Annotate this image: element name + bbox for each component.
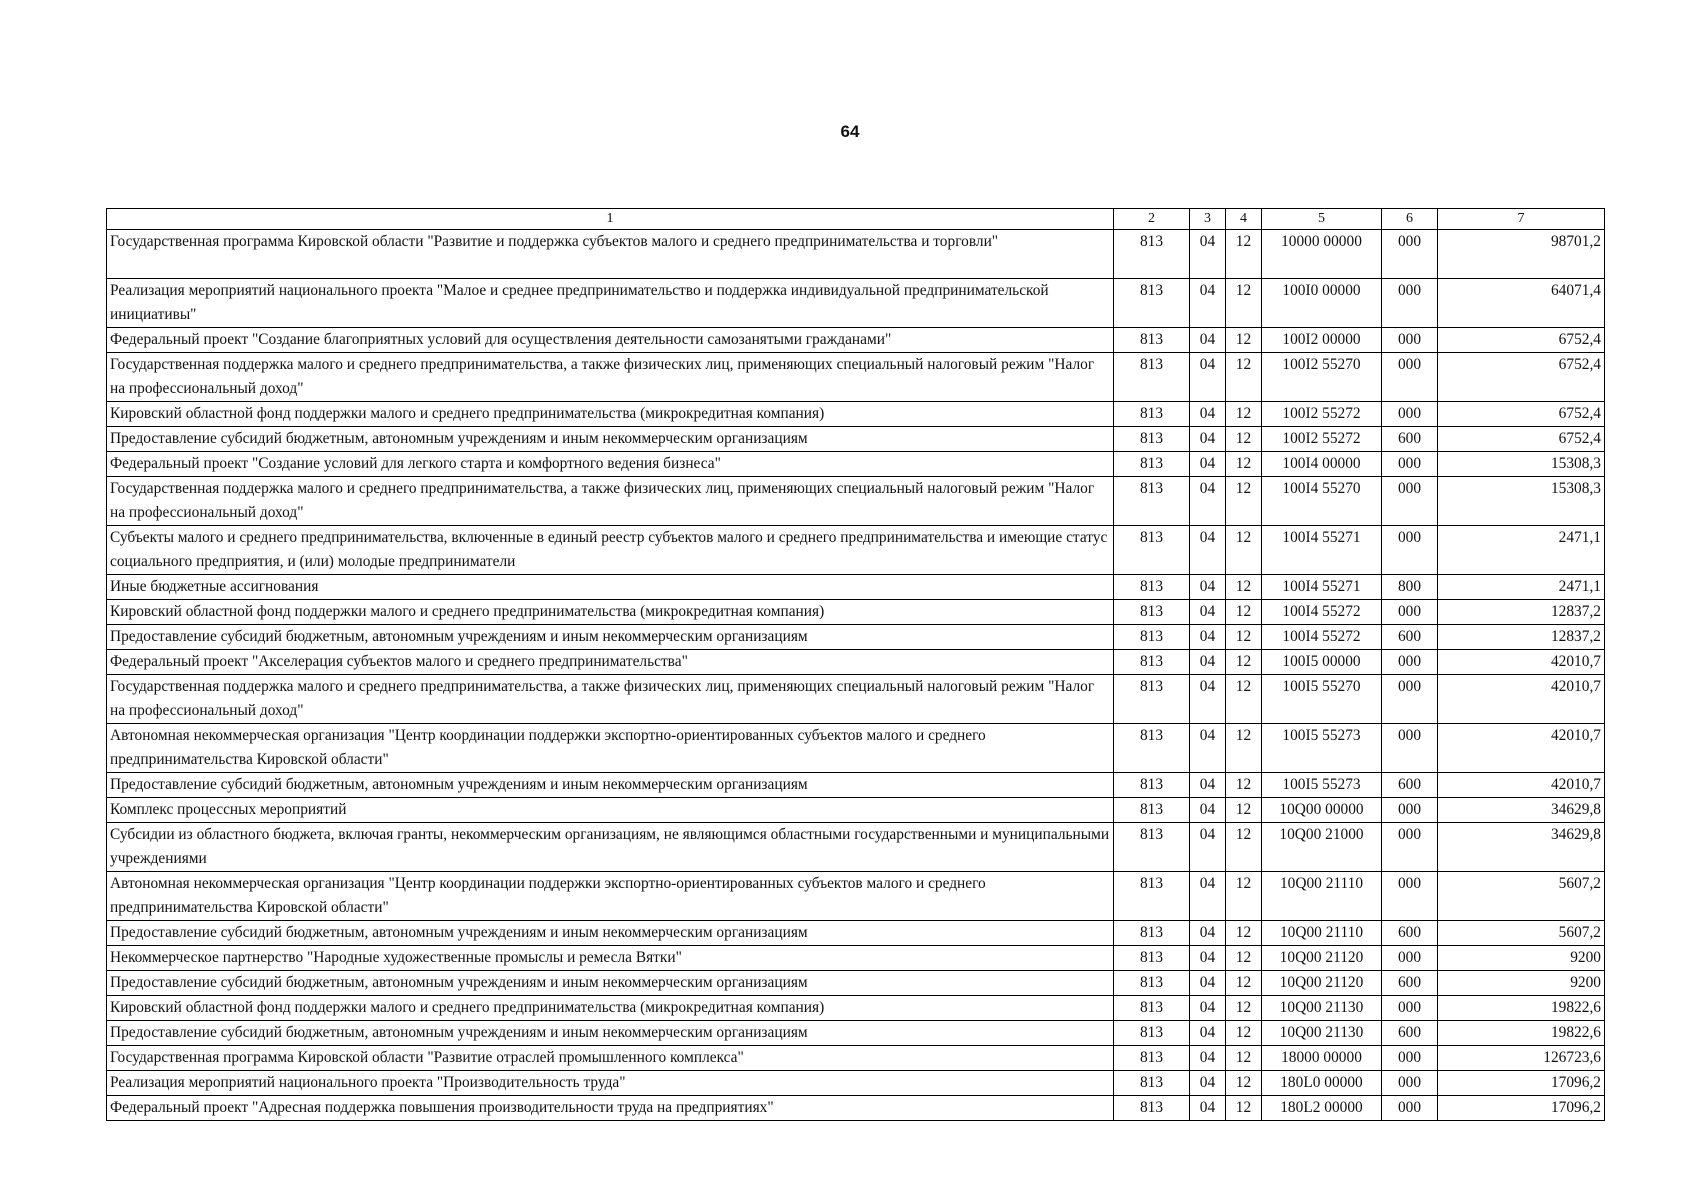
table-body [107,230,1605,1121]
table-row [107,996,1605,1021]
row-column-2-cell: 813 [1114,230,1190,279]
table-row [107,773,1605,798]
row-name-cell: Предоставление субсидий бюджетным, автономным учреждениям и иным некоммерческим организациям [107,427,1114,452]
row-column-4-cell: 12 [1226,823,1262,872]
table-row [107,427,1605,452]
row-column-2-cell: 813 [1114,773,1190,798]
row-column-6-cell: 000 [1382,279,1438,328]
row-column-2-cell: 813 [1114,575,1190,600]
row-column-5-cell: 100I2 55272 [1262,402,1382,427]
table-row [107,675,1605,724]
row-column-4-cell: 12 [1226,724,1262,773]
table-row [107,600,1605,625]
row-column-5-cell: 100I4 00000 [1262,452,1382,477]
table-row [107,946,1605,971]
row-name-cell: Государственная поддержка малого и среднего предпринимательства, а также физических лиц, применяющих специальный налоговый режим "Налог на профессиональный доход" [107,675,1114,724]
column-header-7: 7 [1438,209,1605,230]
column-header-3: 3 [1190,209,1226,230]
row-column-2-cell: 813 [1114,600,1190,625]
row-amount-cell: 6752,4 [1438,427,1605,452]
row-column-4-cell: 12 [1226,675,1262,724]
row-amount-cell: 2471,1 [1438,526,1605,575]
row-column-6-cell: 000 [1382,675,1438,724]
row-column-6-cell: 000 [1382,402,1438,427]
row-name-cell: Предоставление субсидий бюджетным, автономным учреждениям и иным некоммерческим организациям [107,625,1114,650]
row-column-5-cell: 100I2 55272 [1262,427,1382,452]
row-column-6-cell: 000 [1382,872,1438,921]
row-amount-cell: 34629,8 [1438,823,1605,872]
row-column-4-cell: 12 [1226,625,1262,650]
row-amount-cell: 6752,4 [1438,402,1605,427]
row-column-3-cell: 04 [1190,279,1226,328]
row-column-2-cell: 813 [1114,675,1190,724]
row-column-6-cell: 000 [1382,946,1438,971]
row-column-3-cell: 04 [1190,575,1226,600]
row-column-6-cell: 000 [1382,1046,1438,1071]
row-column-2-cell: 813 [1114,526,1190,575]
column-header-4: 4 [1226,209,1262,230]
row-column-5-cell: 100I5 00000 [1262,650,1382,675]
row-column-5-cell: 10Q00 21120 [1262,946,1382,971]
row-column-4-cell: 12 [1226,600,1262,625]
row-column-2-cell: 813 [1114,823,1190,872]
row-column-5-cell: 100I4 55272 [1262,600,1382,625]
table-row [107,526,1605,575]
row-column-2-cell: 813 [1114,1071,1190,1096]
row-column-4-cell: 12 [1226,798,1262,823]
table-row [107,230,1605,279]
row-column-2-cell: 813 [1114,724,1190,773]
row-column-2-cell: 813 [1114,353,1190,402]
row-column-6-cell: 600 [1382,971,1438,996]
row-column-4-cell: 12 [1226,971,1262,996]
row-name-cell: Комплекс процессных мероприятий [107,798,1114,823]
row-amount-cell: 15308,3 [1438,452,1605,477]
column-header-1: 1 [107,209,1114,230]
budget-table [106,208,1605,1121]
row-name-cell: Кировский областной фонд поддержки малого и среднего предпринимательства (микрокредитная компания) [107,996,1114,1021]
row-name-cell: Федеральный проект "Адресная поддержка повышения производительности труда на предприятиях" [107,1096,1114,1121]
row-column-3-cell: 04 [1190,526,1226,575]
row-column-3-cell: 04 [1190,872,1226,921]
table-row [107,823,1605,872]
row-column-5-cell: 10Q00 21110 [1262,921,1382,946]
row-name-cell: Предоставление субсидий бюджетным, автономным учреждениям и иным некоммерческим организациям [107,921,1114,946]
row-name-cell: Субъекты малого и среднего предпринимательства, включенные в единый реестр субъектов малого и среднего предпринимательства и имеющие статус социального предприятия, и (или) молодые предприниматели [107,526,1114,575]
row-name-cell: Государственная поддержка малого и среднего предпринимательства, а также физических лиц, применяющих специальный налоговый режим "Налог на профессиональный доход" [107,477,1114,526]
row-name-cell: Реализация мероприятий национального проекта "Производительность труда" [107,1071,1114,1096]
row-amount-cell: 9200 [1438,946,1605,971]
row-column-6-cell: 000 [1382,650,1438,675]
row-column-6-cell: 000 [1382,353,1438,402]
row-column-3-cell: 04 [1190,230,1226,279]
row-amount-cell: 12837,2 [1438,600,1605,625]
row-column-2-cell: 813 [1114,1046,1190,1071]
row-column-4-cell: 12 [1226,921,1262,946]
row-column-5-cell: 10Q00 21000 [1262,823,1382,872]
row-column-2-cell: 813 [1114,946,1190,971]
row-column-3-cell: 04 [1190,996,1226,1021]
row-name-cell: Кировский областной фонд поддержки малого и среднего предпринимательства (микрокредитная компания) [107,600,1114,625]
row-column-4-cell: 12 [1226,353,1262,402]
row-column-5-cell: 100I4 55271 [1262,575,1382,600]
row-column-3-cell: 04 [1190,1046,1226,1071]
row-column-3-cell: 04 [1190,773,1226,798]
row-column-3-cell: 04 [1190,1096,1226,1121]
row-amount-cell: 6752,4 [1438,328,1605,353]
row-column-4-cell: 12 [1226,575,1262,600]
row-column-2-cell: 813 [1114,971,1190,996]
row-column-3-cell: 04 [1190,625,1226,650]
row-column-6-cell: 000 [1382,230,1438,279]
row-column-2-cell: 813 [1114,872,1190,921]
row-column-2-cell: 813 [1114,328,1190,353]
row-column-6-cell: 000 [1382,798,1438,823]
row-name-cell: Предоставление субсидий бюджетным, автономным учреждениям и иным некоммерческим организациям [107,773,1114,798]
row-column-6-cell: 000 [1382,1096,1438,1121]
row-column-5-cell: 100I2 00000 [1262,328,1382,353]
table-row [107,452,1605,477]
table-row [107,971,1605,996]
row-column-3-cell: 04 [1190,724,1226,773]
row-column-4-cell: 12 [1226,402,1262,427]
page-number: 64 [840,122,860,141]
row-column-3-cell: 04 [1190,477,1226,526]
row-column-2-cell: 813 [1114,402,1190,427]
row-amount-cell: 19822,6 [1438,996,1605,1021]
row-column-5-cell: 100I2 55270 [1262,353,1382,402]
row-amount-cell: 6752,4 [1438,353,1605,402]
row-name-cell: Реализация мероприятий национального проекта "Малое и среднее предпринимательство и поддержка индивидуальной предпринимательской инициативы" [107,279,1114,328]
row-column-5-cell: 100I5 55270 [1262,675,1382,724]
table-row [107,402,1605,427]
row-column-3-cell: 04 [1190,600,1226,625]
table-row [107,650,1605,675]
row-column-4-cell: 12 [1226,650,1262,675]
row-column-3-cell: 04 [1190,452,1226,477]
row-column-3-cell: 04 [1190,1021,1226,1046]
row-column-3-cell: 04 [1190,402,1226,427]
row-column-4-cell: 12 [1226,1071,1262,1096]
row-column-6-cell: 000 [1382,526,1438,575]
row-name-cell: Государственная программа Кировской области "Развитие отраслей промышленного комплекса" [107,1046,1114,1071]
row-column-6-cell: 600 [1382,921,1438,946]
row-column-5-cell: 10Q00 21110 [1262,872,1382,921]
table-row [107,872,1605,921]
row-name-cell: Федеральный проект "Создание условий для легкого старта и комфортного ведения бизнеса" [107,452,1114,477]
row-column-4-cell: 12 [1226,328,1262,353]
row-column-6-cell: 600 [1382,427,1438,452]
row-name-cell: Федеральный проект "Создание благоприятных условий для осуществления деятельности самозанятыми гражданами" [107,328,1114,353]
row-column-3-cell: 04 [1190,823,1226,872]
row-column-4-cell: 12 [1226,1046,1262,1071]
row-column-3-cell: 04 [1190,921,1226,946]
row-column-6-cell: 000 [1382,1071,1438,1096]
row-column-5-cell: 10Q00 21130 [1262,996,1382,1021]
row-column-3-cell: 04 [1190,650,1226,675]
row-column-3-cell: 04 [1190,353,1226,402]
row-amount-cell: 98701,2 [1438,230,1605,279]
table-row [107,575,1605,600]
row-name-cell: Субсидии из областного бюджета, включая гранты, некоммерческим организациям, не являющимся областными государственными и муниципальными учреждениями [107,823,1114,872]
row-column-5-cell: 10Q00 21130 [1262,1021,1382,1046]
row-amount-cell: 15308,3 [1438,477,1605,526]
row-amount-cell: 17096,2 [1438,1096,1605,1121]
table-row [107,1021,1605,1046]
row-column-6-cell: 000 [1382,600,1438,625]
row-column-5-cell: 100I0 00000 [1262,279,1382,328]
row-amount-cell: 42010,7 [1438,773,1605,798]
table-row [107,1096,1605,1121]
row-amount-cell: 2471,1 [1438,575,1605,600]
row-column-2-cell: 813 [1114,1021,1190,1046]
row-amount-cell: 19822,6 [1438,1021,1605,1046]
row-column-4-cell: 12 [1226,230,1262,279]
row-column-5-cell: 100I4 55272 [1262,625,1382,650]
table-row [107,1071,1605,1096]
row-amount-cell: 42010,7 [1438,650,1605,675]
row-column-2-cell: 813 [1114,625,1190,650]
table-row [107,798,1605,823]
table-header [107,209,1605,230]
row-column-4-cell: 12 [1226,872,1262,921]
row-column-5-cell: 10Q00 00000 [1262,798,1382,823]
row-column-6-cell: 600 [1382,1021,1438,1046]
table-row [107,921,1605,946]
row-column-2-cell: 813 [1114,921,1190,946]
row-column-5-cell: 100I4 55270 [1262,477,1382,526]
row-column-2-cell: 813 [1114,427,1190,452]
row-column-6-cell: 000 [1382,477,1438,526]
row-column-6-cell: 600 [1382,625,1438,650]
table-row [107,328,1605,353]
row-name-cell: Иные бюджетные ассигнования [107,575,1114,600]
row-column-4-cell: 12 [1226,452,1262,477]
column-header-2: 2 [1114,209,1190,230]
row-name-cell: Некоммерческое партнерство "Народные художественные промыслы и ремесла Вятки" [107,946,1114,971]
row-amount-cell: 42010,7 [1438,724,1605,773]
row-column-4-cell: 12 [1226,427,1262,452]
row-column-3-cell: 04 [1190,946,1226,971]
column-header-5: 5 [1262,209,1382,230]
row-column-4-cell: 12 [1226,1096,1262,1121]
row-column-4-cell: 12 [1226,526,1262,575]
table-row [107,1046,1605,1071]
row-column-5-cell: 100I4 55271 [1262,526,1382,575]
row-name-cell: Автономная некоммерческая организация "Центр координации поддержки экспортно-ориентированных субъектов малого и среднего предпринимательства Кировской области" [107,872,1114,921]
row-column-3-cell: 04 [1190,675,1226,724]
row-column-6-cell: 000 [1382,452,1438,477]
row-amount-cell: 9200 [1438,971,1605,996]
row-column-5-cell: 180L2 00000 [1262,1096,1382,1121]
row-column-4-cell: 12 [1226,996,1262,1021]
row-column-5-cell: 10Q00 21120 [1262,971,1382,996]
row-amount-cell: 126723,6 [1438,1046,1605,1071]
column-header-6: 6 [1382,209,1438,230]
row-name-cell: Предоставление субсидий бюджетным, автономным учреждениям и иным некоммерческим организациям [107,1021,1114,1046]
row-amount-cell: 5607,2 [1438,921,1605,946]
row-column-2-cell: 813 [1114,996,1190,1021]
row-amount-cell: 34629,8 [1438,798,1605,823]
header-row [107,209,1605,230]
row-column-6-cell: 000 [1382,724,1438,773]
row-column-2-cell: 813 [1114,798,1190,823]
row-column-2-cell: 813 [1114,650,1190,675]
row-name-cell: Автономная некоммерческая организация "Центр координации поддержки экспортно-ориентированных субъектов малого и среднего предпринимательства Кировской области" [107,724,1114,773]
row-column-5-cell: 100I5 55273 [1262,724,1382,773]
row-amount-cell: 17096,2 [1438,1071,1605,1096]
row-column-4-cell: 12 [1226,279,1262,328]
table-row [107,724,1605,773]
table-row [107,279,1605,328]
table-row [107,353,1605,402]
row-column-6-cell: 600 [1382,773,1438,798]
row-amount-cell: 42010,7 [1438,675,1605,724]
row-column-5-cell: 10000 00000 [1262,230,1382,279]
table-row [107,625,1605,650]
row-column-6-cell: 800 [1382,575,1438,600]
row-column-2-cell: 813 [1114,279,1190,328]
row-column-6-cell: 000 [1382,823,1438,872]
row-amount-cell: 12837,2 [1438,625,1605,650]
row-column-3-cell: 04 [1190,328,1226,353]
row-column-2-cell: 813 [1114,452,1190,477]
row-column-5-cell: 180L0 00000 [1262,1071,1382,1096]
row-column-2-cell: 813 [1114,477,1190,526]
row-amount-cell: 5607,2 [1438,872,1605,921]
row-name-cell: Государственная поддержка малого и среднего предпринимательства, а также физических лиц, применяющих специальный налоговый режим "Налог на профессиональный доход" [107,353,1114,402]
row-column-4-cell: 12 [1226,477,1262,526]
row-name-cell: Федеральный проект "Акселерация субъектов малого и среднего предпринимательства" [107,650,1114,675]
row-amount-cell: 64071,4 [1438,279,1605,328]
row-column-4-cell: 12 [1226,1021,1262,1046]
row-name-cell: Государственная программа Кировской области "Развитие и поддержка субъектов малого и среднего предпринимательства и торговли" [107,230,1114,279]
row-column-5-cell: 18000 00000 [1262,1046,1382,1071]
row-column-5-cell: 100I5 55273 [1262,773,1382,798]
row-column-6-cell: 000 [1382,996,1438,1021]
row-column-3-cell: 04 [1190,798,1226,823]
row-column-4-cell: 12 [1226,946,1262,971]
row-column-3-cell: 04 [1190,427,1226,452]
row-name-cell: Предоставление субсидий бюджетным, автономным учреждениям и иным некоммерческим организациям [107,971,1114,996]
row-column-6-cell: 000 [1382,328,1438,353]
row-name-cell: Кировский областной фонд поддержки малого и среднего предпринимательства (микрокредитная компания) [107,402,1114,427]
row-column-4-cell: 12 [1226,773,1262,798]
row-column-3-cell: 04 [1190,971,1226,996]
row-column-3-cell: 04 [1190,1071,1226,1096]
table-row [107,477,1605,526]
row-column-2-cell: 813 [1114,1096,1190,1121]
